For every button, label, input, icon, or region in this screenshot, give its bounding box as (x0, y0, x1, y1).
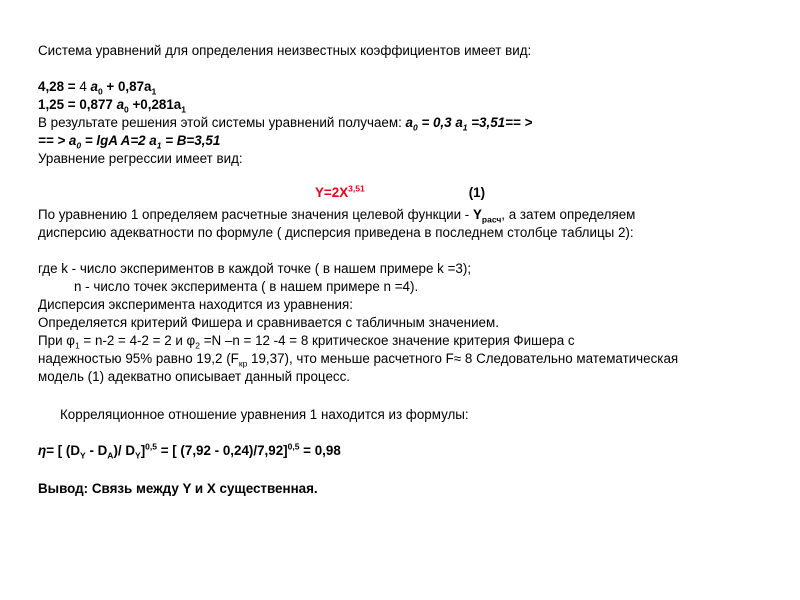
reliability-line: надежностью 95% равно 19,2 ($F_{кр}$ 19,37), что меньше расчетного F≈ 8 Следовательно математическая (38, 351, 679, 369)
equation-2: 1,25 = 0,877 $a_0 +0,281a_1$ (38, 97, 186, 115)
regression-heading: Уравнение регрессии имеет вид: (38, 151, 243, 166)
n-definition: n - число точек эксперимента ( в нашем примере n =4). (74, 279, 419, 294)
conclusion: Вывод: Связь между Y и X существенная. (38, 481, 318, 496)
degrees-of-freedom: При $\varphi_1 = n-2 = 4-2 = 2$ и $\varphi_2 =N$ –n = 12 -4 = 8 критическое значение критерия Фишера с (38, 333, 575, 351)
regression-formula: $Y=2X^{3,51}$ (1) (315, 183, 486, 200)
experiment-dispersion: Дисперсия эксперимента находится из уравнения: (38, 297, 353, 312)
equation-1: 4,28 = 4 $a_0 + 0,87a_1$ (38, 79, 157, 97)
intro-line: Система уравнений для определения неизвестных коэффициентов имеет вид: (38, 43, 532, 58)
model-adequacy: модель (1) адекватно описывает данный процесс. (38, 369, 351, 384)
eta-formula: η= [ $(D_Y - D_A)/$ $D_Y]^{0,5}$ = [ (7,92 - 0,24)/7,92]$^{0,5}$ = 0,98 (38, 441, 341, 461)
calc-line-2: дисперсию адекватности по формуле ( дисперсия приведена в последнем столбце таблицы 2): (38, 225, 634, 240)
k-definition: где k - число экспериментов в каждой точке ( в нашем примере k =3); (38, 261, 472, 276)
coefficients-line: == > $a_0 = \lg A$ A=2 $a_1 = B=3,51$ (38, 133, 221, 151)
solution-line: В результате решения этой системы уравнений получаем: $a_0 = 0,3$ $a_1 =3,51==$ > (38, 115, 533, 133)
correlation-heading: Корреляционное отношение уравнения 1 находится из формулы: (60, 407, 469, 422)
calc-line-1: По уравнению 1 определяем расчетные значения целевой функции - $Y_{расч}$, а затем определяем (38, 207, 636, 225)
fisher-line: Определяется критерий Фишера и сравнивается с табличным значением. (38, 315, 499, 330)
